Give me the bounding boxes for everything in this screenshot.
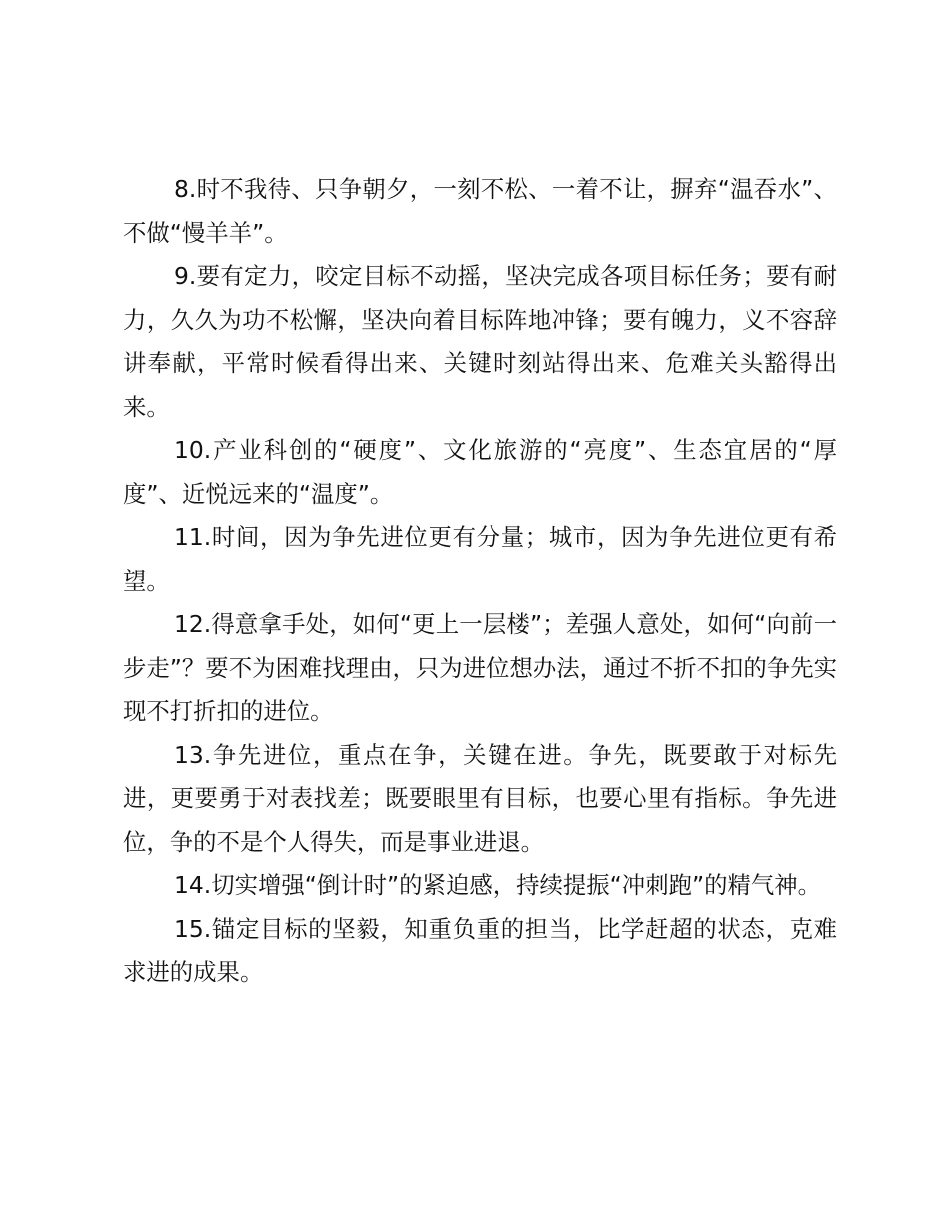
- paragraph-14: 14.切实增强“倒计时”的紧迫感，持续提振“冲刺跑”的精气神。: [174, 871, 822, 899]
- paragraph-8: 8.时不我待、只争朝夕，一刻不松、一着不让，摒弃“温吞水”、不做“慢羊羊”。: [123, 175, 837, 247]
- paragraph-9: 9.要有定力，咬定目标不动摇，坚决完成各项目标任务；要有耐力，久久为功不松懈，坚决向着目标阵地冲锋；要有魄力，义不容辞讲奉献，平常时候看得出来、关键时刻站得出来、危难关头豁得出来。: [123, 262, 837, 421]
- document-body: [123, 168, 837, 995]
- paragraph-11: 11.时间，因为争先进位更有分量；城市，因为争先进位更有希望。: [123, 523, 837, 595]
- paragraph-15: 15.锚定目标的坚毅，知重负重的担当，比学赶超的状态，克难求进的成果。: [123, 914, 837, 986]
- paragraph-12: 12.得意拿手处，如何“更上一层楼”；差强人意处，如何“向前一步走”？要不为困难找理由，只为进位想办法，通过不折不扣的争先实现不打折扣的进位。: [123, 610, 837, 725]
- paragraph-13: 13.争先进位，重点在争，关键在进。争先，既要敢于对标先进，更要勇于对表找差；既要眼里有目标，也要心里有指标。争先进位，争的不是个人得失，而是事业进退。: [123, 740, 837, 856]
- paragraph-10: 10.产业科创的“硬度”、文化旅游的“亮度”、生态宜居的“厚度”、近悦远来的“温度”。: [123, 436, 837, 508]
